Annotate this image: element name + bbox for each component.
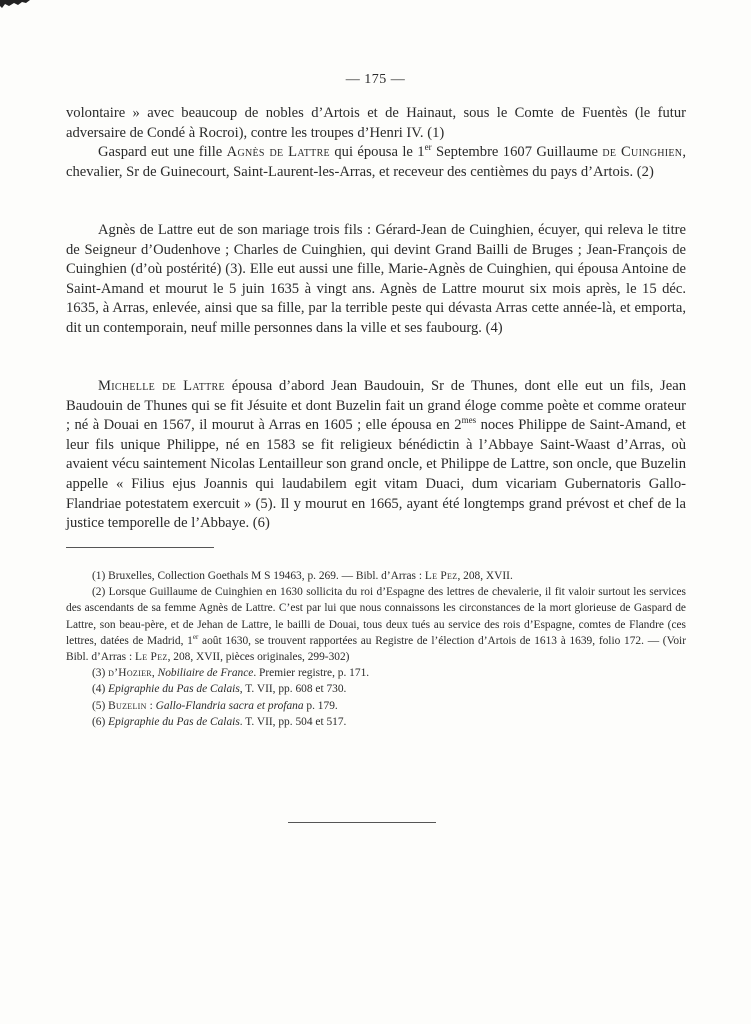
footnotes: [66, 568, 686, 730]
footnote-6: (6) Epigraphie du Pas de Calais. T. VII, pp. 504 et 517.: [92, 715, 347, 728]
paragraph-3-block: [66, 221, 686, 339]
paragraph-1: volontaire » avec beaucoup de nobles d’Artois et de Hainaut, sous le Comte de Fuentès (le futur adversaire de Condé à Rocroi), contre les troupes d’Henri IV. (1): [66, 105, 686, 141]
footnote-5: (5) Buzelin : Gallo-Flandria sacra et profana p. 179.: [92, 699, 338, 712]
paragraph-2: Gaspard eut une fille Agnès de Lattre qui épousa le 1er Septembre 1607 Guillaume de Cuinghien, chevalier, Sr de Guinecourt, Saint-Laurent-les-Arras, et receveur des centièmes du pays d’Artois. (2): [66, 142, 686, 180]
footnote-divider: [66, 547, 214, 548]
paragraph-3: Agnès de Lattre eut de son mariage trois fils : Gérard-Jean de Cuinghien, écuyer, qui releva le titre de Seigneur d’Oudenhove ; Charles de Cuinghien, qui devint Grand Bailli de Bruges ; Jean-François de Cuinghien (d’où postérité) (3). Elle eut aussi une fille, Marie-Agnès de Cuinghien, qui épousa Antoine de Saint-Amand et mourut le 5 juin 1635 à vingt ans. Agnès de Lattre mourut six mois après, le 15 déc. 1635, à Arras, enlevée, ainsi que sa fille, par la terrible peste qui dévasta Arras cette année-là, et emporta, dit un contemporain, neuf mille personnes dans la ville et ses faubourg. (4): [66, 222, 686, 336]
paragraph-4: Michelle de Lattre épousa d’abord Jean Baudouin, Sr de Thunes, dont elle eut un fils, Jean Baudouin de Thunes qui se fit Jésuite et dont Buzelin fait un grand éloge comme poète et comme orateur ; né à Douai en 1567, il mourut à Arras en 1605 ; elle épousa en $2^{mes}$ noces Philippe de Saint-Amand, et leur fils unique Philippe, né en 1583 se fit religieux bénédictin à l’Abbaye Saint-Waast d’Arras, où avaient vécu saintement Nicolas Lentailleur son grand oncle, et Philippe de Lattre, son oncle, que Buzelin appelle « Filius ejus Joannis qui laudabilem egit vitam Duaci, dum vicariam Gubernatoris Gallo-Flandriae potestatem exercuit » (5). Il y mourut en 1665, ayant été longtemps grand prévost et chef de la justice temporelle de l’Abbaye. (6): [66, 378, 686, 532]
person-name-michelle: Michelle de Lattre: [98, 378, 225, 394]
main-text: [66, 104, 686, 182]
page-number: — 175 —: [345, 72, 406, 87]
footnote-2: (2) Lorsque Guillaume de Cuinghien en 1630 sollicita du roi d’Espagne des lettres de chevalerie, il fit valoir surtout les services des ascendants de sa femme Agnès de Lattre. C’est par lui que nous connaissons les circonstances de la mort glorieuse de Gaspard de Lattre, son beau-père, et de Jehan de Lattre, le bailli de Douai, tous deux tués au service des rois d’Espagne, comtes de Flandre (ces lettres, datées de Madrid, 1er août 1630, se trouvent rapportées au Registre de l’élection d’Artois de 1613 à 1639, folio 172. — (Voir Bibl. d’Arras : Le Pez, 208, XVII, pièces originales, 299-302): [66, 586, 686, 664]
footnote-4: (4) Epigraphie du Pas de Calais, T. VII, pp. 608 et 730.: [92, 683, 347, 696]
end-divider: [288, 822, 436, 823]
scan-speck: [0, 0, 34, 12]
paragraph-4-block: [66, 377, 686, 534]
person-name-cuinghien: de Cuinghien: [602, 144, 683, 161]
footnote-1: (1) Bruxelles, Collection Goethals M S 19463, p. 269. — Bibl. d’Arras : Le Pez, 208, XVII.: [92, 570, 513, 582]
footnote-3: (3) d’Hozier, Nobiliaire de France. Premier registre, p. 171.: [92, 667, 370, 680]
person-name-agnes: Agnès de Lattre: [226, 144, 330, 161]
